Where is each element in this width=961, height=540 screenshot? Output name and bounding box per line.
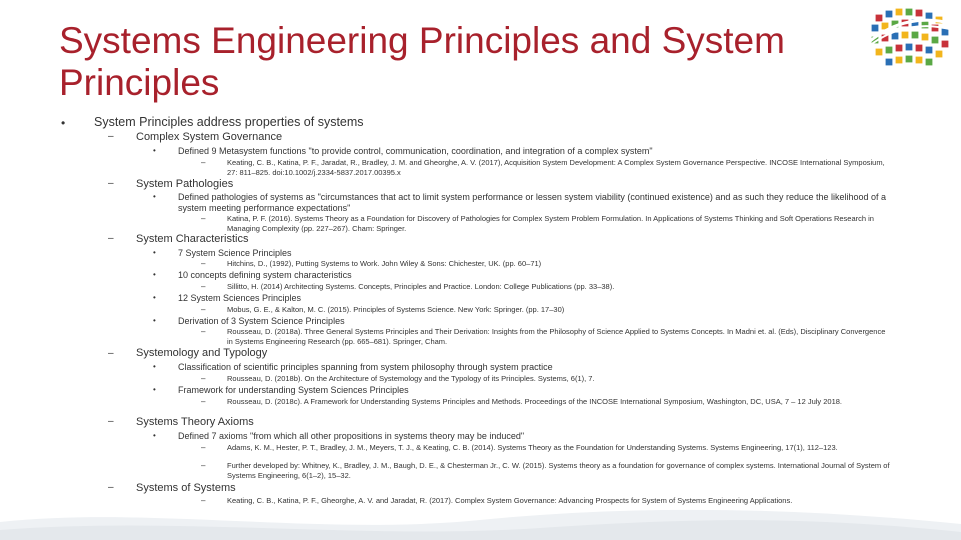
bullet-marker: •: [153, 385, 156, 394]
bullet-marker: •: [153, 431, 156, 440]
dash-marker: –: [201, 461, 206, 470]
cg-heading: Complex System Governance: [136, 131, 283, 143]
bullet-marker: •: [61, 116, 66, 130]
sc-item-2: 10 concepts defining system characteristics: [178, 270, 352, 280]
sc-reference-2: Sillitto, H. (2014) Architecting Systems. Concepts, Principles and Practice. London: College Publications (pp. 33–38).: [227, 282, 615, 291]
sta-item: Defined 7 axioms "from which all other propositions in systems theory may be induced": [178, 431, 525, 441]
level1-bullet: System Principles address properties of systems: [94, 115, 364, 129]
dash-marker: –: [201, 496, 206, 505]
st-reference-1: Rousseau, D. (2018b). On the Architecture of Systemology and the Typology of its Principles. Systems, 6(1), 7.: [227, 374, 595, 383]
dash-marker: –: [201, 374, 206, 383]
bullet-marker: •: [153, 270, 156, 279]
cg-item: Defined 9 Metasystem functions "to provide control, communication, coordination, and integration of a complex system": [178, 146, 653, 156]
sc-item-3: 12 System Sciences Principles: [178, 293, 302, 303]
sp-reference: Katina, P. F. (2016). Systems Theory as a Foundation for Discovery of Pathologies for Complex System Problem Formulation. In Applications of Systems Thinking and Soft Operations Research in Managing Complexity (pp. 227–267). Cham: Springer.: [227, 214, 874, 233]
st-reference-2: Rousseau, D. (2018c). A Framework for Understanding Systems Principles and Methods. Proceedings of the INCOSE International Symposium, Washington, DC, USA, 7 – 12 July 2018.: [227, 397, 843, 406]
dash-marker: –: [201, 214, 206, 223]
dash-marker: –: [108, 233, 114, 244]
dash-marker: –: [108, 178, 114, 189]
bullet-marker: •: [153, 192, 156, 201]
dash-marker: –: [201, 397, 206, 406]
sc-heading: System Characteristics: [136, 233, 249, 245]
dash-marker: –: [201, 327, 206, 336]
sc-item-4: Derivation of 3 System Science Principles: [178, 316, 345, 326]
dash-marker: –: [108, 416, 114, 427]
bullet-marker: •: [153, 362, 156, 371]
sc-reference-4: Rousseau, D. (2018a). Three General Systems Principles and Their Derivation: Insights from the Philosophy of Science Applied to Systems Concepts. In Madni et. al. (Eds), Disciplinary Convergence in Systems Engineering Research (pp. 665–681). Springer, Cham.: [227, 327, 886, 346]
sos-heading: Systems of Systems: [136, 482, 236, 494]
bullet-marker: •: [153, 248, 156, 257]
dash-marker: –: [201, 282, 206, 291]
bullet-marker: •: [153, 293, 156, 302]
st-item-1: Classification of scientific principles spanning from system philosophy through system practice: [178, 362, 553, 372]
st-item-2: Framework for understanding System Sciences Principles: [178, 385, 409, 395]
bullet-marker: •: [153, 146, 156, 155]
dash-marker: –: [201, 305, 206, 314]
dash-marker: –: [108, 131, 114, 142]
dash-marker: –: [201, 443, 206, 452]
dash-marker: –: [108, 348, 114, 359]
slide-title-line1: Systems Engineering Principles and System: [59, 20, 785, 61]
dash-marker: –: [201, 158, 206, 167]
sta-reference-1: Adams, K. M., Hester, P. T., Bradley, J. M., Meyers, T. J., & Keating, C. B. (2014). Systems Theory as the Foundation for Understanding Systems. Systems Engineering, 17(1), 112–123.: [227, 443, 838, 452]
sc-reference-3: Mobus, G. E., & Kalton, M. C. (2015). Principles of Systems Science. New York: Springer. (pp. 17–30): [227, 305, 565, 314]
sc-reference-1: Hitchins, D., (1992), Putting Systems to Work. John Wiley & Sons: Chichester, UK. (pp. 60–71): [227, 259, 542, 268]
sp-heading: System Pathologies: [136, 178, 234, 190]
dash-marker: –: [108, 482, 114, 493]
sos-reference: Keating, C. B., Katina, P. F., Gheorghe, A. V. and Jaradat, R. (2017). Complex System Governance: Advancing Prospects for System of Systems Engineering Applications.: [227, 496, 793, 505]
sta-reference-2: Further developed by: Whitney, K., Bradley, J. M., Baugh, D. E., & Chesterman Jr., C. W. (2015). Systems theory as a foundation for governance of complex systems. International Journal of System of Systems Engineering, 6(1–2), 15–32.: [227, 461, 890, 480]
cg-reference: Keating, C. B., Katina, P. F., Jaradat, R., Bradley, J. M. and Gheorghe, A. V. (2017), Acquisition System Development: A Complex System Governance Perspective. INCOSE International Symposium, 27: 811–825. doi:10.1002/j.2334-5837.2017.00395.x: [227, 158, 885, 177]
footer-wave-decoration: [0, 500, 961, 540]
dash-marker: –: [201, 259, 206, 268]
sta-heading: Systems Theory Axioms: [136, 416, 254, 428]
st-heading: Systemology and Typology: [136, 347, 268, 359]
sp-item: Defined pathologies of systems as "circumstances that act to limit system performance or lessen system viability (continued existence) and as such they reduce the likelihood of a system meeting performance expectations": [178, 192, 887, 213]
slide-title-line2: Principles: [59, 62, 220, 103]
sc-item-1: 7 System Science Principles: [178, 248, 292, 258]
bullet-marker: •: [153, 316, 156, 325]
